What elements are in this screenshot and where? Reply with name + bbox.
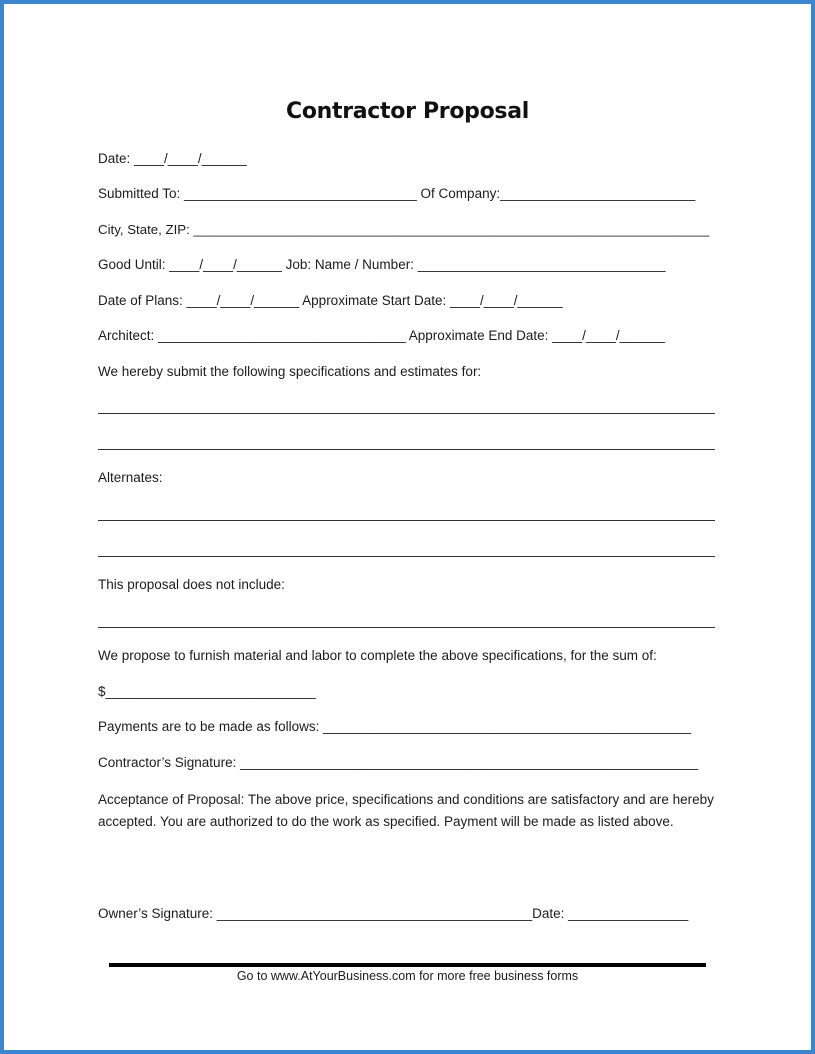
acceptance-paragraph: Acceptance of Proposal: The above price, specifications and conditions are satisfactory and are hereby accepted. You are authorized to do the work as specified. Payment will be made as listed above.	[98, 792, 714, 829]
sum-prompt: We propose to furnish material and labor to complete the above specifications, for the sum of:	[98, 648, 657, 663]
specifications-line-1[interactable]	[98, 413, 715, 414]
footer-text: Go to www.AtYourBusiness.com for more free business forms	[236, 969, 579, 983]
specifications-line-2[interactable]	[98, 449, 715, 450]
payments-field[interactable]: Payments are to be made as follows: _________________________________________________	[98, 719, 692, 734]
architect-field[interactable]: Architect: _________________________________ Approximate End Date: ____/____/______	[98, 328, 665, 343]
not-include-label: This proposal does not include:	[98, 577, 285, 592]
owner-signature-field[interactable]: Owner’s Signature: __________________________________________Date: ________________	[98, 906, 689, 921]
city-state-zip-field[interactable]: City, State, ZIP: ______________________________________________________________________	[98, 222, 710, 237]
not-include-line[interactable]	[98, 627, 715, 628]
specifications-prompt: We hereby submit the following specifications and estimates for:	[98, 364, 482, 379]
footer-divider	[109, 963, 706, 967]
amount-field[interactable]: $____________________________	[98, 684, 316, 699]
date-of-plans-field[interactable]: Date of Plans: ____/____/______ Approximate Start Date: ____/____/______	[98, 293, 563, 308]
alternates-line-1[interactable]	[98, 520, 715, 521]
alternates-line-2[interactable]	[98, 556, 715, 557]
submitted-to-field[interactable]: Submitted To: _______________________________ Of Company:__________________________	[98, 186, 696, 201]
good-until-field[interactable]: Good Until: ____/____/______ Job: Name / Number: _________________________________	[98, 257, 666, 272]
date-field[interactable]: Date: ____/____/______	[98, 151, 247, 166]
document-title: Contractor Proposal	[285, 99, 530, 124]
contractor-signature-field[interactable]: Contractor’s Signature: _____________________________________________________________	[98, 755, 699, 770]
alternates-label: Alternates:	[98, 470, 163, 485]
